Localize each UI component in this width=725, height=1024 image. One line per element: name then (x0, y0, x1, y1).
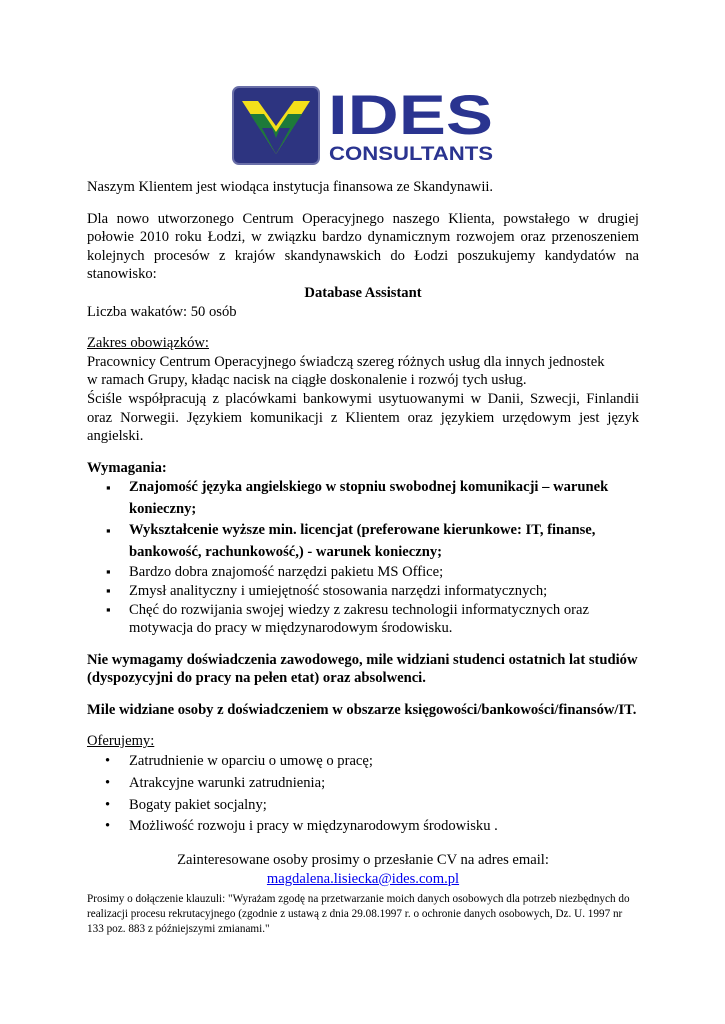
welcome-text: Mile widziane osoby z doświadczeniem w obszarze księgowości/bankowości/finansów/IT. (87, 701, 637, 718)
offer-item: • Zatrudnienie w oparciu o umowę o pracę; (87, 751, 639, 773)
contact-email-link[interactable]: magdalena.lisiecka@ides.com.pl (266, 870, 460, 887)
description-text: Dla nowo utworzonego Centrum Operacyjnego naszego Klienta, powstałego w drugiej połowie 2010 roku Łodzi, w związku bardzo dynamicznym rozwojem oraz przenoszeniem kolejnych procesów z krajów skandynawskich do Łodzi poszukujemy kandydatów na stanowisko: (87, 210, 639, 283)
offer-heading: Oferujemy: (87, 733, 155, 750)
logo-brand-bottom: CONSULTANTS (329, 144, 493, 165)
offer-item: • Bogaty pakiet socjalny; (87, 795, 639, 817)
company-logo (232, 84, 497, 166)
requirement-item: ▪ Wykształcenie wyższe min. licencjat (preferowane kierunkowe: IT, finanse, bankowość, rachunkowość,) - warunek konieczny; (87, 520, 639, 563)
vacancies-text: Liczba wakatów: 50 osób (87, 303, 237, 320)
ides-logo-icon (232, 84, 497, 166)
intro-text: Naszym Klientem jest wiodąca instytucja finansowa ze Skandynawii. (87, 179, 494, 195)
no-experience-text: Nie wymagamy doświadczenia zawodowego, mile widziani studenci ostatnich lat studiów (dyspozycyjni do pracy na pełen etat) oraz absolwenci. (87, 651, 638, 687)
position-title: Database Assistant (304, 284, 422, 301)
duties-heading: Zakres obowiązków: (87, 335, 209, 352)
requirement-item: ▪ Bardzo dobra znajomość narzędzi pakietu MS Office; (87, 563, 639, 582)
offer-item: • Możliwość rozwoju i pracy w międzynarodowym środowisku . (87, 816, 639, 838)
duties-line-2: w ramach Grupy, kładąc nacisk na ciągłe doskonalenie i rozwój tych usług. (87, 372, 527, 389)
offer-list (87, 751, 639, 838)
contact-text: Zainteresowane osoby prosimy o przesłanie CV na adres email: (177, 852, 549, 869)
requirement-item: ▪ Zmysł analityczny i umiejętność stosowania narzędzi informatycznych; (87, 582, 639, 601)
requirements-list (87, 477, 639, 637)
requirement-item: ▪ Chęć do rozwijania swojej wiedzy z zakresu technologii informatycznych oraz motywacja do pracy w międzynarodowym środowisku. (87, 601, 639, 638)
consent-clause: Prosimy o dołączenie klauzuli: "Wyrażam zgodę na przetwarzanie moich danych osobowych dla potrzeb niezbędnych do realizacji procesu rekrutacyjnego (zgodnie z ustawą z dnia 29.08.1997 r. o ochronie danych osobowych, Dz. U. 1997 nr 133 poz. 883 z późniejszymi zmianami." (87, 893, 630, 936)
logo-brand-top: IDES (328, 84, 493, 146)
job-offer-body (87, 178, 639, 888)
requirement-item: ▪ Znajomość języka angielskiego w stopniu swobodnej komunikacji – warunek konieczny; (87, 477, 639, 520)
duties-line-3: Ściśle współpracują z placówkami bankowymi usytuowanymi w Danii, Szwecji, Finlandii oraz Norwegii. Językiem komunikacji z Klientem oraz językiem urzędowym jest język angielski. (87, 390, 639, 445)
duties-line-1: Pracownicy Centrum Operacyjnego świadczą szereg różnych usług dla innych jednostek (87, 353, 605, 370)
requirements-heading: Wymagania: (87, 459, 167, 476)
offer-item: • Atrakcyjne warunki zatrudnienia; (87, 773, 639, 795)
